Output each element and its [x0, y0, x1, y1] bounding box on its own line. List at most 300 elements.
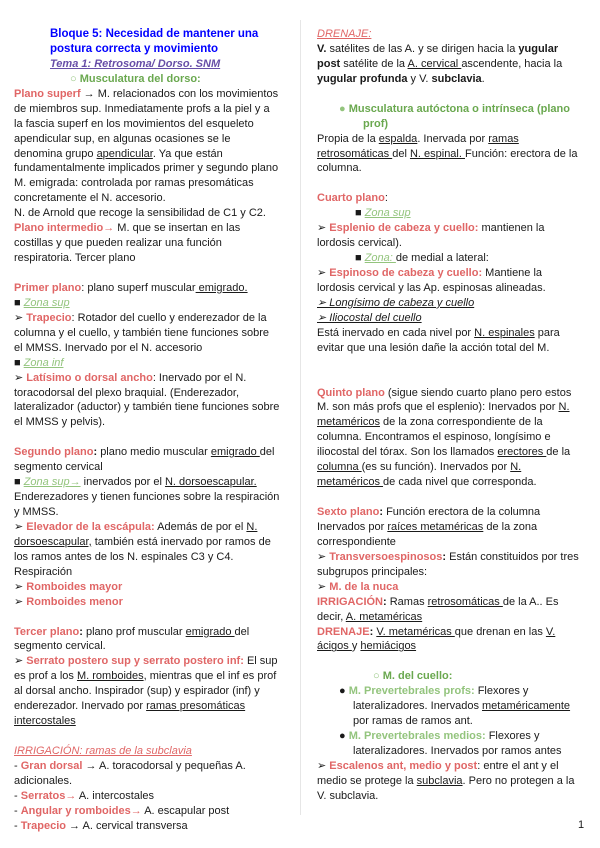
- red-heading: Romboides mayor: [26, 580, 123, 593]
- text-line: [14, 147, 290, 162]
- text: → M. relacionados con los movimientos: [80, 87, 279, 100]
- text: inervados por el: [80, 476, 165, 489]
- text: plano prof muscular: [85, 625, 186, 638]
- red-heading: Esplenio de cabeza y cuello:: [329, 222, 479, 235]
- text-line: [317, 296, 593, 311]
- bold-text: :: [93, 446, 101, 459]
- text: ➢: [317, 550, 330, 563]
- text-line: [317, 639, 593, 654]
- topic-subtitle: Tema 1: Retrosoma/ Dorso. SNM: [50, 57, 221, 70]
- text: M. emigrada: controlada por ramas presomáticas: [14, 177, 254, 190]
- text: .: [481, 72, 485, 85]
- text-line: [317, 251, 593, 266]
- text-line: [14, 176, 290, 191]
- text-line: [14, 296, 290, 311]
- zone-label: Zona sup→: [23, 476, 81, 489]
- text-line: [317, 341, 593, 356]
- text: M. que se insertan en las: [114, 222, 241, 235]
- red-heading: Gran dorsal: [20, 759, 83, 772]
- text: evitar que una lesión dañe la acción total del M.: [317, 341, 550, 354]
- underlined-term: N.: [246, 520, 258, 533]
- text-line: [14, 132, 290, 147]
- text: Función erectora de la columna: [383, 506, 541, 518]
- text: ➢: [14, 655, 27, 668]
- blank-line: [317, 654, 593, 669]
- text-line: [14, 371, 290, 386]
- blank-line: [317, 356, 593, 371]
- text-line: [14, 774, 290, 789]
- text: lordosis cervical y las Ap. espinosas alineadas.: [317, 281, 546, 294]
- text: (sigue siendo cuarto plano pero estos: [384, 386, 572, 399]
- bold-text: post: [317, 57, 341, 70]
- text: del: [234, 625, 250, 638]
- text: ■: [14, 476, 24, 489]
- text-line: [317, 281, 593, 296]
- text: para: [534, 326, 560, 339]
- underlined-term: N. espinales: [474, 326, 535, 339]
- blank-line: [14, 266, 290, 281]
- text: A. intercostales: [76, 789, 155, 802]
- text-line: [317, 774, 593, 789]
- text: . Ya que están: [152, 147, 223, 160]
- text: -: [14, 789, 21, 802]
- text: enderezador. Inervado por: [14, 700, 147, 713]
- text-line: [317, 266, 593, 281]
- left-column: [14, 27, 290, 834]
- text-line: [14, 445, 290, 460]
- text-line: [14, 490, 290, 505]
- underlined-term: retrosomáticas: [317, 147, 393, 160]
- green-heading: M. del cuello:: [382, 670, 453, 683]
- text-line: [14, 580, 290, 595]
- underlined-muscle: ➢ Longísimo de cabeza y cuello: [317, 296, 475, 309]
- red-heading: Segundo plano: [14, 446, 94, 459]
- page-number: 1: [578, 819, 585, 831]
- text: concretamente el N. accesorio.: [14, 192, 166, 205]
- bold-text: :: [442, 550, 447, 563]
- text-line: [14, 475, 290, 490]
- green-heading: prof): [363, 117, 389, 130]
- text: . Inervada por: [417, 132, 489, 145]
- text-line: [14, 819, 290, 834]
- text-line: [14, 311, 290, 326]
- text: ➢: [14, 595, 27, 608]
- text-line: [14, 341, 290, 356]
- text: y: [351, 640, 361, 653]
- text: ascendente, hacia la: [461, 57, 563, 70]
- column-divider: [300, 20, 301, 815]
- text-line: [14, 669, 290, 684]
- text-line: [317, 610, 593, 625]
- text: subgrupos principales:: [317, 565, 428, 578]
- zone-label: Zona sup: [23, 296, 70, 309]
- blank-line: [14, 610, 290, 625]
- text-line: [14, 520, 290, 535]
- blank-line: [317, 176, 593, 191]
- text: decir,: [317, 610, 346, 623]
- text-line: [317, 400, 593, 415]
- text: de la zona correspondiente de la: [379, 416, 543, 429]
- text-line: [317, 505, 593, 520]
- text: ➢: [317, 222, 330, 235]
- red-heading: Elevador de la escápula:: [26, 520, 155, 533]
- red-heading: DRENAJE: [317, 625, 370, 638]
- underlined-term: raíces metaméricas: [387, 520, 484, 533]
- text: al dorsal ancho. Inspirador (sup) y espirador (inf) y: [14, 685, 260, 698]
- text: (es su función). Inervados por: [361, 461, 511, 474]
- text: de la A.. Es: [502, 595, 559, 608]
- text-line: [14, 595, 290, 610]
- text: de la zona: [483, 520, 538, 533]
- red-heading: Tercer plano: [14, 625, 80, 638]
- section-label: DRENAJE:: [317, 28, 372, 40]
- red-heading: M. de la nuca: [329, 580, 399, 593]
- text: Propia de la: [317, 132, 379, 145]
- document-title: Bloque 5: Necesidad de mantener una: [50, 28, 259, 40]
- text-line: [14, 206, 290, 221]
- text: Función: erectora de la: [464, 147, 578, 160]
- text: denomina grupo: [14, 147, 97, 160]
- text-line: [317, 475, 593, 490]
- underlined-term: N.: [558, 401, 570, 414]
- text: , mientras que el inf es prof: [143, 670, 277, 683]
- text: → A. toracodorsal y pequeñas A.: [82, 759, 246, 772]
- red-heading: Transversoespinosos: [329, 550, 443, 563]
- text: segmento cervical.: [14, 640, 106, 653]
- text: de medial a lateral:: [395, 252, 489, 265]
- text-line: [317, 415, 593, 430]
- text-line: [14, 759, 290, 774]
- underlined-muscle: ➢ Iliocostal del cuello: [317, 311, 422, 324]
- text-line: [14, 102, 290, 117]
- text-line: [317, 147, 593, 162]
- text-line: [317, 789, 593, 804]
- text-line: [14, 87, 290, 102]
- text: por ramas de ramos ant.: [353, 715, 473, 728]
- red-heading: Trapecio: [20, 819, 66, 832]
- text: fundamentalmente implicados primer y segundo plano: [14, 162, 279, 175]
- text: ●: [339, 685, 349, 698]
- text: Respiración: [14, 565, 73, 578]
- text: Están constituidos por tres: [446, 550, 579, 563]
- text-line: [317, 759, 593, 774]
- text: satélite de la: [340, 57, 408, 70]
- text: Además de por el: [154, 520, 247, 533]
- bold-text: :: [383, 595, 387, 608]
- text-line: [317, 550, 593, 565]
- underlined-term: A. cervical: [407, 57, 462, 70]
- text-line: [14, 356, 290, 371]
- underlined-term: metaméricos: [317, 416, 380, 429]
- bullet-marker: ○: [70, 72, 80, 85]
- text-line: [14, 117, 290, 132]
- red-heading: Trapecio: [26, 311, 72, 324]
- blank-line: [14, 729, 290, 744]
- text: M. son más profs que el esplenio): Inervados por: [317, 401, 559, 414]
- text: ➢: [317, 759, 330, 772]
- text: el MMSS. Inervado por el N. accesorio: [14, 341, 203, 354]
- red-heading: IRRIGACIÓN: [317, 595, 383, 608]
- red-heading: Espinoso de cabeza y cuello:: [329, 267, 483, 279]
- text: satélites de las A. y se dirigen hacia la: [326, 42, 519, 55]
- text: : entre el ant y el: [477, 759, 559, 772]
- text: ➢: [317, 267, 330, 279]
- text: lateralizadores. Inervados: [353, 700, 483, 713]
- underlined-term: emigrado: [185, 625, 235, 638]
- text-line: [14, 639, 290, 654]
- text: plano medio muscular: [100, 446, 211, 459]
- text: lateralizadores. Inervados por ramos antes: [353, 745, 562, 757]
- text: la fascia superf en los movimientos del esqueleto: [14, 117, 254, 130]
- text: los ramos antes de los N. espinales C3 y C4.: [14, 550, 234, 563]
- text: ●: [339, 730, 349, 743]
- bold-text: V.: [317, 42, 327, 55]
- bold-text: yugular: [518, 42, 559, 55]
- text-line: [14, 326, 290, 341]
- text-line: [14, 57, 290, 72]
- text: toracodorsal del plexo braquial. (Enderezador,: [14, 386, 240, 399]
- text: Ramas: [386, 595, 428, 608]
- text-line: [317, 326, 593, 341]
- blank-line: [317, 371, 593, 386]
- blank-line: [317, 87, 593, 102]
- text: apendicular sup, en algunas ocasiones se le: [14, 132, 231, 145]
- text: y MMSS.: [14, 506, 59, 518]
- text-line: [317, 386, 593, 401]
- text: del: [259, 446, 275, 459]
- text-line: [14, 236, 290, 251]
- underlined-term: intercostales: [14, 715, 76, 728]
- text: Inervados por: [317, 520, 388, 533]
- text: de cada nivel que corresponda.: [383, 476, 537, 489]
- text: ■: [14, 356, 24, 369]
- red-heading: Serrato postero sup y serrato postero inf:: [26, 655, 244, 668]
- red-heading: Romboides menor: [26, 595, 123, 608]
- text-line: [317, 669, 593, 684]
- underlined-term: M. romboides: [76, 670, 144, 683]
- text-line: [317, 445, 593, 460]
- underlined-term: ácigos: [317, 640, 352, 653]
- text: A. escapular post: [141, 804, 230, 817]
- text-line: [317, 191, 593, 206]
- text: también está inervado por ramos de: [91, 535, 271, 548]
- bold-text: yugular profunda: [317, 72, 408, 85]
- underlined-term: retrosomáticas: [427, 595, 503, 608]
- text-line: [14, 415, 290, 430]
- red-heading: Sexto plano: [317, 506, 380, 518]
- text-line: [317, 132, 593, 147]
- green-subheading: M. Prevertebrales medios:: [348, 730, 486, 743]
- text: Flexores y: [474, 685, 529, 698]
- text: que drenan en las: [454, 625, 546, 638]
- red-heading: Angular y romboides→: [20, 804, 142, 817]
- text: . Pero no protegen a la: [462, 774, 575, 787]
- document-title: postura correcta y movimiento: [50, 42, 219, 55]
- text: N. de Arnold que recoge la sensibilidad de C1 y C2.: [14, 207, 266, 220]
- text-line: [14, 654, 290, 669]
- text-line: [317, 460, 593, 475]
- text-line: [317, 520, 593, 535]
- text: ➢: [317, 580, 330, 593]
- zone-label: Zona inf: [23, 356, 64, 369]
- text: Está inervado en cada nivel por: [317, 326, 475, 339]
- bold-text: :: [379, 506, 384, 518]
- text-line: [317, 72, 593, 87]
- text-line: [14, 804, 290, 819]
- text: ➢: [14, 371, 27, 384]
- text-line: [317, 565, 593, 580]
- underlined-term: V.: [545, 625, 556, 638]
- text: es prof a los: [14, 670, 77, 683]
- underlined-term: N. dorsoescapular.: [164, 476, 257, 489]
- text-line: [317, 221, 593, 236]
- text-line: [317, 684, 593, 699]
- text: y V.: [407, 72, 432, 85]
- text: segmento cervical: [14, 461, 103, 474]
- text-line: [317, 744, 593, 759]
- text-line: [14, 550, 290, 565]
- underlined-term: A. metaméricas: [345, 610, 423, 623]
- text: adicionales.: [14, 774, 73, 787]
- underlined-term: columna: [317, 461, 362, 474]
- underlined-term: subclavia: [416, 774, 463, 787]
- red-heading: Plano superf: [14, 87, 81, 100]
- text-line: [317, 311, 593, 326]
- text: Mantiene la: [482, 267, 543, 279]
- text-line: [317, 580, 593, 595]
- text: El sup: [243, 655, 278, 668]
- text: Enderezadores y tienen funciones sobre la respiración: [14, 491, 280, 504]
- text-line: [14, 251, 290, 266]
- text-line: [14, 161, 290, 176]
- red-heading: Primer plano: [14, 281, 82, 294]
- text-line: [14, 191, 290, 206]
- text: medio se protege la: [317, 774, 417, 787]
- section-label: IRRIGACIÓN: ramas de la subclavia: [14, 745, 192, 757]
- zone-label: Zona sup: [364, 207, 411, 220]
- underlined-term: hemiácigos: [360, 640, 417, 653]
- text: iliocostal del tórax. Son los llamados: [317, 446, 498, 459]
- text: → A. cervical transversa: [65, 819, 188, 832]
- bold-text: :: [369, 625, 374, 638]
- green-heading: Musculatura autóctona o intrínseca (plano: [348, 102, 570, 115]
- text-line: [317, 57, 593, 72]
- text-line: [14, 699, 290, 714]
- underlined-term: V. metaméricas: [376, 625, 455, 638]
- text-line: [14, 221, 290, 236]
- text-line: [14, 42, 290, 57]
- text-line: [14, 27, 290, 42]
- text: : Rotador del cuello y enderezador de la: [71, 311, 267, 324]
- underlined-term: N. espinal.: [409, 147, 465, 160]
- underlined-term: erectores: [497, 446, 547, 459]
- text: columna. Encontramos el espinoso, longísimo e: [317, 431, 551, 444]
- text: el MMSS y pelvis).: [14, 416, 106, 429]
- underlined-term: ramas: [488, 132, 519, 145]
- text: mantienen la: [478, 222, 545, 235]
- text-line: [14, 565, 290, 580]
- text: ■: [355, 252, 365, 265]
- underlined-term: emigrado: [210, 446, 260, 459]
- text-line: [317, 625, 593, 640]
- text: correspondiente: [317, 535, 396, 548]
- red-heading: Plano intermedio→: [14, 222, 115, 235]
- text-line: [14, 281, 290, 296]
- underlined-term: apendicular: [96, 147, 153, 160]
- bullet-marker: ○: [373, 670, 383, 683]
- text-line: [14, 505, 290, 520]
- right-column: [317, 27, 593, 804]
- text-line: [14, 789, 290, 804]
- text: ➢: [14, 311, 27, 324]
- text: ■: [355, 207, 365, 220]
- text: respiratoria. Tercer plano: [14, 252, 136, 265]
- bullet-marker: ●: [339, 102, 349, 115]
- text-line: [14, 535, 290, 550]
- underlined-term: espalda: [378, 132, 418, 145]
- text-line: [317, 206, 593, 221]
- bold-text: :: [79, 625, 86, 638]
- text-line: [14, 625, 290, 640]
- text: V. subclavia.: [317, 789, 379, 802]
- text: lateralizador (aductor) y también tiene funciones sobre: [14, 401, 280, 414]
- text-line: [14, 744, 290, 759]
- red-heading: Cuarto plano: [317, 192, 385, 205]
- text: de miembros sup. Inmediatamente profs a la piel y a: [14, 102, 270, 115]
- underlined-term: N.: [510, 461, 522, 474]
- red-heading: Escalenos ant, medio y post: [329, 759, 478, 772]
- underlined-term: ramas presomáticas: [146, 700, 246, 713]
- text-line: [317, 102, 593, 117]
- red-heading: Serratos→: [20, 789, 77, 802]
- text: :: [384, 192, 388, 205]
- text: ■: [14, 296, 24, 309]
- text: ➢: [14, 520, 27, 533]
- text-line: [317, 714, 593, 729]
- text-line: [14, 460, 290, 475]
- red-heading: Quinto plano: [317, 386, 385, 399]
- text-line: [14, 386, 290, 401]
- text-line: [14, 400, 290, 415]
- underlined-term: metaméricamente: [482, 700, 571, 713]
- red-heading: Latísimo o dorsal ancho: [26, 371, 153, 384]
- text: -: [14, 819, 21, 832]
- text: columna.: [317, 162, 362, 175]
- underlined-term: dorsoescapular,: [14, 535, 92, 548]
- blank-line: [14, 430, 290, 445]
- text: lordosis cervical).: [317, 237, 402, 250]
- text-line: [14, 684, 290, 699]
- text: Flexores y: [485, 730, 540, 743]
- text: : Inervado por el N.: [152, 371, 247, 384]
- text-line: [317, 595, 593, 610]
- text: de la: [546, 446, 571, 459]
- text-line: [317, 117, 593, 132]
- text: columna y el cuello, y también tiene funciones sobre: [14, 326, 269, 339]
- text-line: [14, 72, 290, 87]
- green-heading: Musculatura del dorso:: [79, 72, 201, 85]
- text-line: [317, 42, 593, 57]
- text-line: [317, 535, 593, 550]
- text-line: [317, 699, 593, 714]
- blank-line: [317, 490, 593, 505]
- text: -: [14, 804, 21, 817]
- underlined-term: emigrado.: [195, 281, 248, 294]
- underlined-term: metaméricos: [317, 476, 384, 489]
- text: costillas y que pueden realizar una función: [14, 237, 222, 250]
- text: del: [392, 147, 410, 160]
- text-line: [317, 27, 593, 42]
